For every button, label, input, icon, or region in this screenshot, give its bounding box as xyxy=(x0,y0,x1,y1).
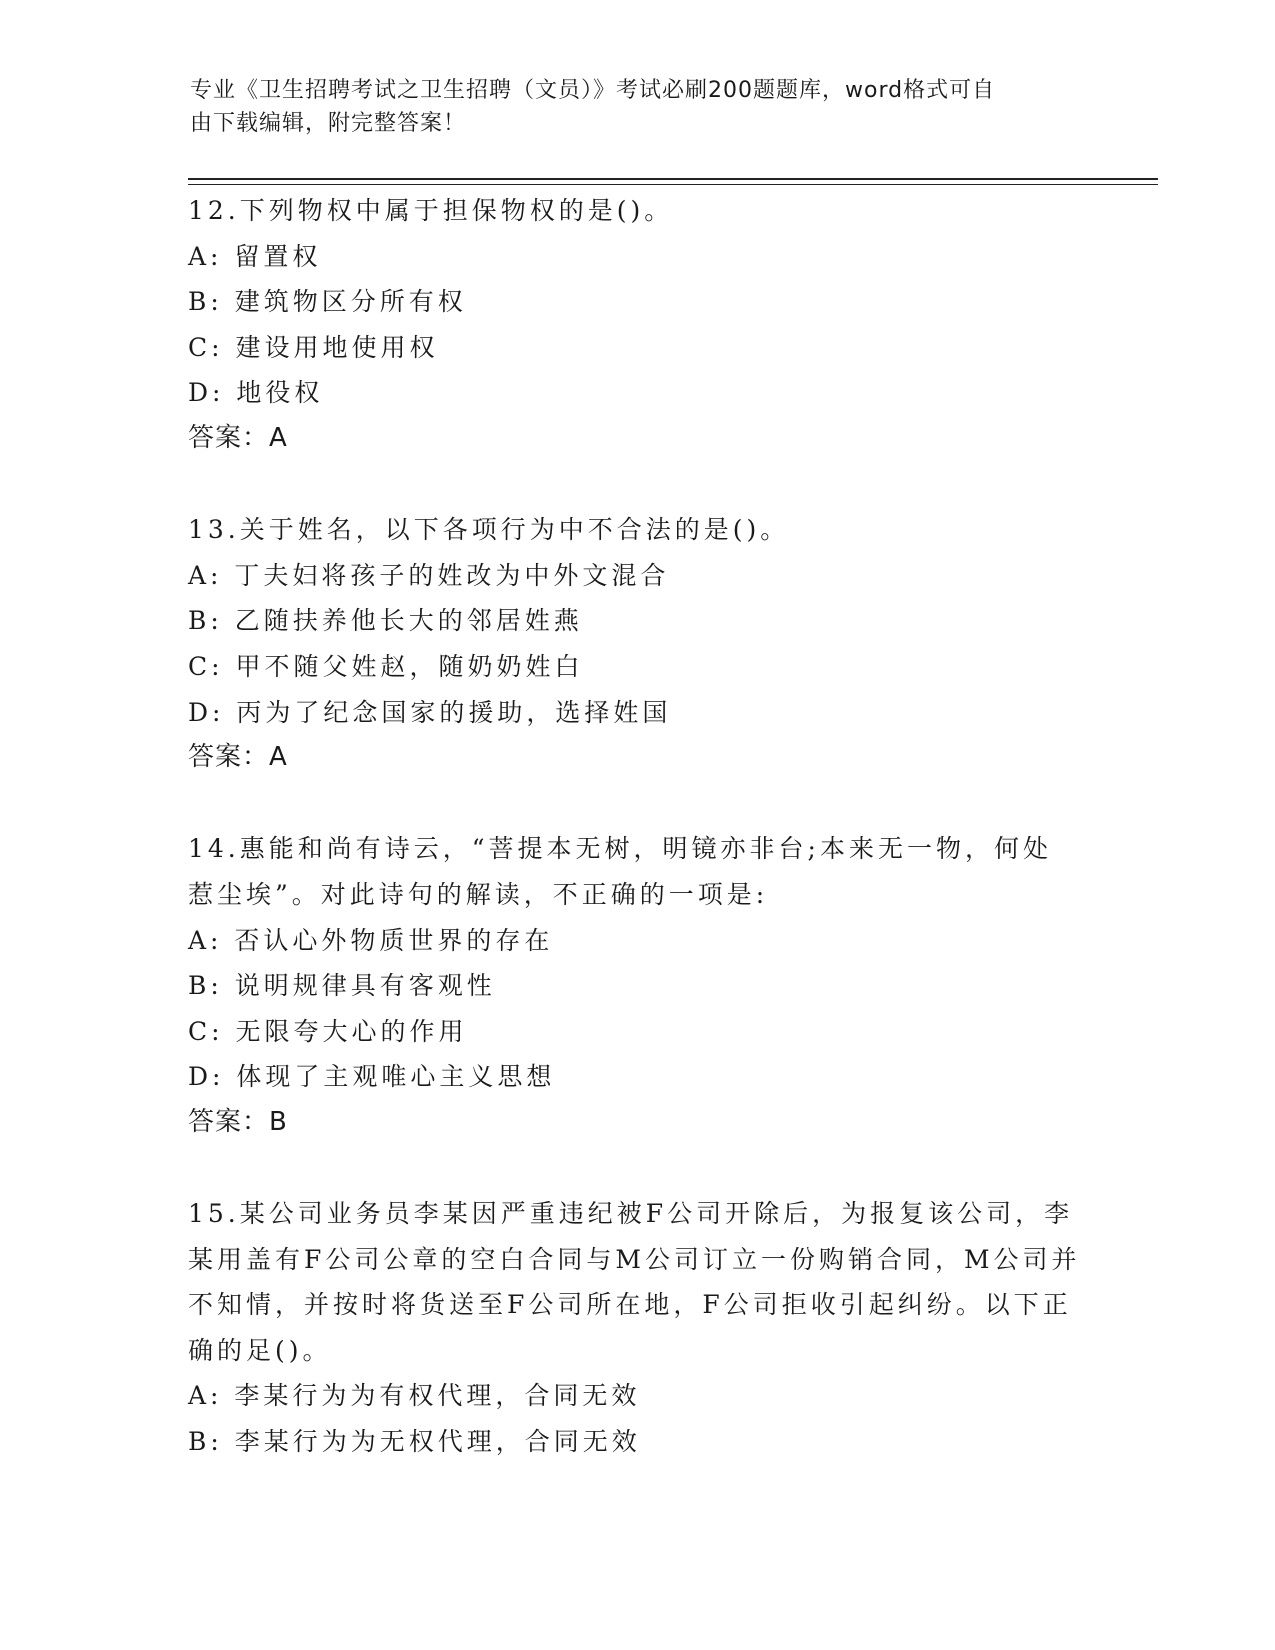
stem-line: 12.下列物权中属于担保物权的是()。 xyxy=(188,196,674,225)
question-12 xyxy=(188,188,1088,462)
question-14 xyxy=(188,826,1088,1145)
question-stem xyxy=(188,1191,1088,1373)
question-spacer xyxy=(188,781,1088,827)
option-a: A: 否认心外物质世界的存在 xyxy=(188,925,554,955)
question-15 xyxy=(188,1191,1088,1465)
question-stem xyxy=(188,826,1088,917)
option-a: A: 丁夫妇将孩子的姓改为中外文混合 xyxy=(188,560,670,590)
option-b: B: 乙随扶养他长大的邻居姓燕 xyxy=(188,606,583,636)
answer-line: 答案：A xyxy=(188,742,288,773)
question-13 xyxy=(188,507,1088,781)
header-divider-thin xyxy=(188,184,1158,185)
header-divider-thick xyxy=(188,178,1158,180)
header-line-2: 由下载编辑，附完整答案！ xyxy=(190,111,467,136)
answer-line: 答案：B xyxy=(188,1106,288,1137)
option-d: D: 丙为了纪念国家的援助，选择姓国 xyxy=(188,697,672,727)
question-spacer xyxy=(188,1145,1088,1191)
stem-line: 13.关于姓名，以下各项行为中不合法的是()。 xyxy=(188,515,790,545)
stem-line: 某用盖有F公司公章的空白合同与M公司订立一份购销合同，M公司并 xyxy=(188,1244,1081,1274)
question-stem xyxy=(188,188,1088,234)
option-b: B: 李某行为为无权代理，合同无效 xyxy=(188,1427,641,1457)
option-d: D: 地役权 xyxy=(188,378,324,408)
option-b: B: 建筑物区分所有权 xyxy=(188,287,467,317)
option-c: C: 甲不随父姓赵，随奶奶姓白 xyxy=(188,651,584,681)
stem-line: 惹尘埃”。对此诗句的解读，不正确的一项是: xyxy=(188,879,769,909)
answer-line: 答案：A xyxy=(188,422,288,453)
option-a: A: 李某行为为有权代理，合同无效 xyxy=(188,1381,641,1411)
option-b: B: 说明规律具有客观性 xyxy=(188,971,496,1001)
question-stem xyxy=(188,507,1088,553)
stem-line: 不知情，并按时将货送至F公司所在地，F公司拒收引起纠纷。以下正 xyxy=(188,1290,1072,1320)
option-a: A: 留置权 xyxy=(188,241,322,271)
stem-line: 15.某公司业务员李某因严重违纪被F公司开除后，为报复该公司，李 xyxy=(188,1199,1074,1229)
option-c: C: 无限夸大心的作用 xyxy=(188,1016,468,1046)
question-list xyxy=(188,188,1088,1465)
document-header xyxy=(190,74,1080,140)
question-spacer xyxy=(188,462,1088,508)
stem-line: 确的足()。 xyxy=(188,1335,332,1365)
option-d: D: 体现了主观唯心主义思想 xyxy=(188,1062,556,1092)
header-line-1: 专业《卫生招聘考试之卫生招聘（文员）》考试必刷200题题库，word格式可自 xyxy=(190,78,996,103)
option-c: C: 建设用地使用权 xyxy=(188,332,439,362)
stem-line: 14.惠能和尚有诗云，“菩提本无树，明镜亦非台;本来无一物，何处 xyxy=(188,834,1052,864)
